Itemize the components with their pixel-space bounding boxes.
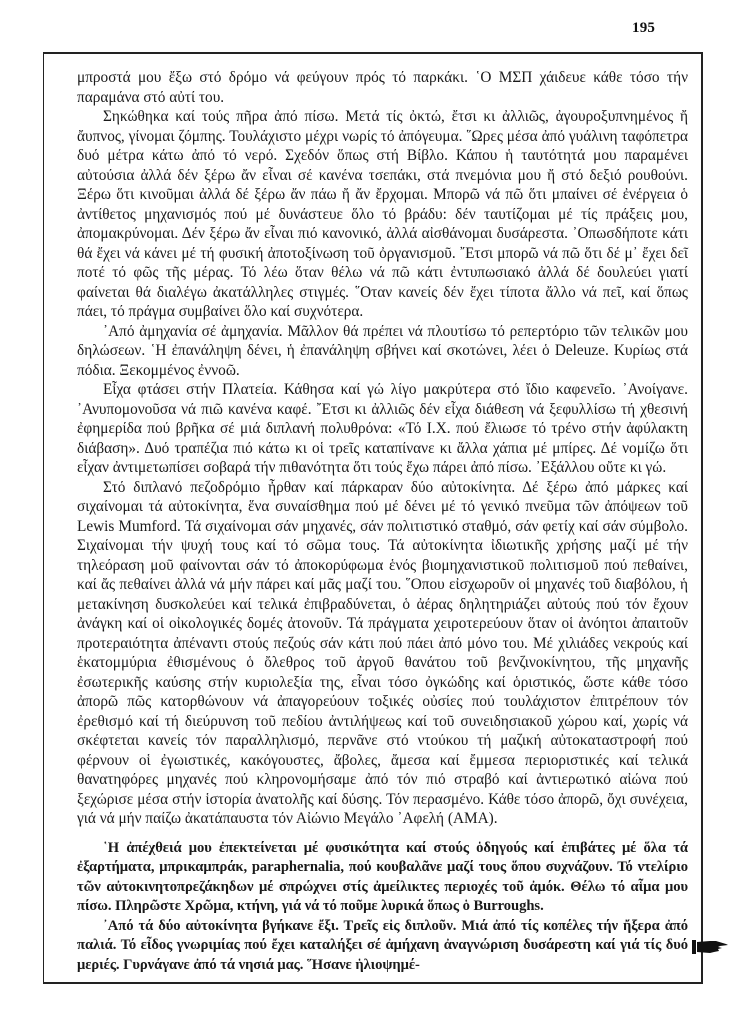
paragraph: Στό διπλανό πεζοδρόμιο ἦρθαν καί πάρκαραν δύο αὐτοκίνητα. Δέ ξέρω ἀπό μάρκες καί σιχαίνομαι τά αὐτοκίνητα, ἕνα συναίσθημα πού μέ δένει μέ τό γενικό πνεῦμα τῶν ἀπόψεων τοῦ Lewis Mumford. Τά σιχαίνομαι σάν μηχανές, σάν πολιτιστικό σταθμό, σάν φετίχ καί σάν σύμβολο. Σιχαίνομαι τήν ψυχή τους καί τό σῶμα τους. Τά αὐτοκίνητα ἰδιωτικῆς χρήσης μαζί μέ τήν τηλεόραση μοῦ φαίνονται σάν τό ἀποκορύφωμα ἑνός βιομηχανιστικοῦ πολιτισμοῦ πού πεθαίνει, καί ἄς πεθαίνει ἀλλά νά μήν πάρει καί μᾶς μαζί του. ῞Οπου εἰσχωροῦν οἱ μηχανές τοῦ διαβόλου, ἡ μετακίνηση δυσκολεύει καί τελικά ἐπιβραδύνεται, ὁ ἀέρας δηλητηριάζει αὐτούς πού τόν ἔχουν ἀνάγκη καί οἱ οἰκολογικές δομές ἀτονοῦν. Τά πράγματα χειροτερεύουν ὅταν οἱ ἀνόητοι ἀπαιτοῦν προτεραιότητα ἀπέναντι στούς πεζούς σάν κάτι πού πάει ἀπό μόνο του. Μέ χιλιάδες νεκρούς καί ἑκατομμύρια ἐθισμένους ὁ ὄλεθρος τοῦ ἀργοῦ θανάτου τοῦ βενζινοκίνητου, τῆς μηχανῆς ἐσωτερικῆς καύσης στήν κυριολεξία της, εἶναι τόσο ὀγκώδης καί ὁριστικός, ὥστε κάθε τόσο ἀπορῶ πῶς κατορθώνουν νά ἀπαγορεύουν τοξικές οὐσίες πού τουλάχιστον ἐπιτρέπουν τόν ἐρεθισμό καί τή διεύρυνση τοῦ πεδίου ἀντιλήψεως καί τοῦ συνειδησιακοῦ χώρου καί, χωρίς νά σκέφτεται κανείς τόν παραλληλισμό, περνᾶνε στό ντούκου τή μαζική αὐτοκαταστροφή πού φέρνουν οἱ ἐγωιστικές, κακόγουστες, ἄβολες, ἄμεσα καί ἔμμεσα περιοριστικές καί τελικά θανατηφόρες μηχανές πού κληρονομήσαμε ἀπό τόν πιό στραβό καί ἀντιερωτικό αἰώνα πού ξεχώρισε μέσα στήν ἱστορία ἀνατολῆς καί δύσης. Τόν περασμένο. Κάθε τόσο ἀπορῶ, ὄχι συνέχεια, γιά νά μήν παίζω ἀκατάπαυστα τόν Αἰώνιο Μεγάλο ᾿Αφελή (ΑΜΑ). [77, 478, 688, 827]
bold-section [77, 839, 688, 976]
paragraph: Εἶχα φτάσει στήν Πλατεία. Κάθησα καί γώ λίγο μακρύτερα στό ἴδιο καφενεῖο. ᾿Ανοίγανε. ᾿Ανυπομονοῦσα νά πιῶ κανένα καφέ. ῎Ετσι κι ἀλλιῶς δέν εἶχα διάθεση νά ξεφυλλίσω τή χθεσινή ἐφημερίδα πού βρῆκα σέ μιά διπλανή πολυθρόνα: «Τό Ι.Χ. πού ἔλιωσε τό τρένο στήν ἀφύλακτη διάβαση». Δυό τραπέζια πιό κάτω κι οἱ τρεῖς καταπίνανε κι ἄλλα χάπια μέ μπίρες. Δέ νομίζω ὅτι εἶχαν ἀντιμετωπίσει σοβαρά τήν πιθανότητα ὅτι τούς ἔχω πάρει ἀπό πίσω. ᾿Εξάλλου οὔτε κι γώ. [77, 381, 688, 476]
paragraph-bold: ᾿Από τά δύο αὐτοκίνητα βγήκανε ἔξι. Τρεῖς εἰς διπλοῦν. Μιά ἀπό τίς κοπέλες τήν ἤξερα ἀπό παλιά. Τό εἶδος γνωριμίας πού ἔχει καταλήξει σέ ἀμήχανη ἀναγνώριση δυσάρεστη καί γιά τίς δυό μεριές. Γυρνάγανε ἀπό τά νησιά μας. ῞Ησανε ἡλιοψημέ- [77, 917, 688, 973]
text-frame [43, 52, 703, 984]
paragraph: ᾿Από ἀμηχανία σέ ἀμηχανία. Μᾶλλον θά πρέπει νά πλουτίσω τό ρεπερτόριο τῶν τελικῶν μου δηλώσεων. ῾Η ἐπανάληψη δένει, ἡ ἐπανάληψη σβήνει καί σκοτώνει, λέει ὁ Deleuze. Κυρίως στά πόδια. Ξεκομμένος ἐννοῶ. [77, 322, 688, 379]
paragraph-continuation: μπροστά μου ἔξω στό δρόμο νά φεύγουν πρός τό παρκάκι. ῾Ο ΜΣΠ χάιδευε κάθε τόσο τήν παραμάνα στό αὐτί του. [77, 69, 688, 106]
paragraph-bold: ῾Η ἀπέχθειά μου ἐπεκτείνεται μέ φυσικότητα καί στούς ὁδηγούς καί ἐπιβάτες μέ ὅλα τά ἐξαρτήματα, μπρικαμπράκ, paraphernalia, πού κουβαλᾶνε μαζί τους ὅπου συχνάζουν. Τό ντελίριο τῶν αὐτοκινητοπρεζάκηδων μέ σπρώχνει στίς ἀμείλικτες περιοχές τοῦ ἀμόκ. Θέλω τό αἷμα μου πίσω. Πληρῶστε Χρῶμα, κτήνη, γιά νά τό ποῦμε λυρικά ὅπως ὁ Burroughs. [77, 839, 688, 914]
pointing-hand-icon [692, 938, 730, 956]
body-text [77, 68, 688, 975]
page-number: 195 [632, 20, 656, 36]
paragraph: Σηκώθηκα καί τούς πῆρα ἀπό πίσω. Μετά τίς ὀκτώ, ἔτσι κι ἀλλιῶς, ἀγουροξυπνημένος ἤ ἄυπνος, γίνομαι ζόμπης. Τουλάχιστο μέχρι νωρίς τό ἀπόγευμα. ῞Ωρες μέσα ἀπό γυάλινη ταφόπετρα δυό μέτρα κάτω ἀπό τό νερό. Σχεδόν ὅπως στή Βίβλο. Κάπου ἡ ταυτότητά μου παραμένει αὐτούσια ἀλλά δέν ξέρω ἄν εἶναι σέ κανένα τσεπάκι, στά πνεμόνια μου ἤ στό δεξιό ρουθούνι. Ξέρω ὅτι κινοῦμαι ἀλλά δέ ξέρω ἄν πάω ἤ ἄν ἔρχομαι. Μπορῶ νά πῶ ὅτι μπαίνει σέ ἐνέργεια ὁ ἀντίθετος μηχανισμός πού μέ δυνάστευε ὅλο τό βράδυ: δέν ταυτίζομαι μέ τίς πράξεις μου, ἀπομακρύνομαι. Δέν ξέρω ἄν εἶναι πιό κανονικό, ἀλλά αἰσθάνομαι δυσάρεστα. ᾿Οπωσδήποτε κάτι θά ἔχει νά κάνει μέ τή φυσική ἀποτοξίνωση τοῦ ὀργανισμοῦ. ῎Ετσι μπορῶ νά πῶ ὅτι δέ μ᾿ ἔχει δεῖ ποτέ τό φῶς τῆς μέρας. Τό λέω ὅταν θέλω νά πῶ κάτι ἐντυπωσιακό ἀλλά δέ δουλεύει γιατί φαίνεται θά διαλέγω ἀκατάλληλες στιγμές. ῞Οταν κανείς δέν ἔχει τίποτα ἄλλο νά πεῖ, καί ὅπως πάει, τό πράγμα συμβαίνει ὅλο καί συχνότερα. [77, 108, 688, 320]
